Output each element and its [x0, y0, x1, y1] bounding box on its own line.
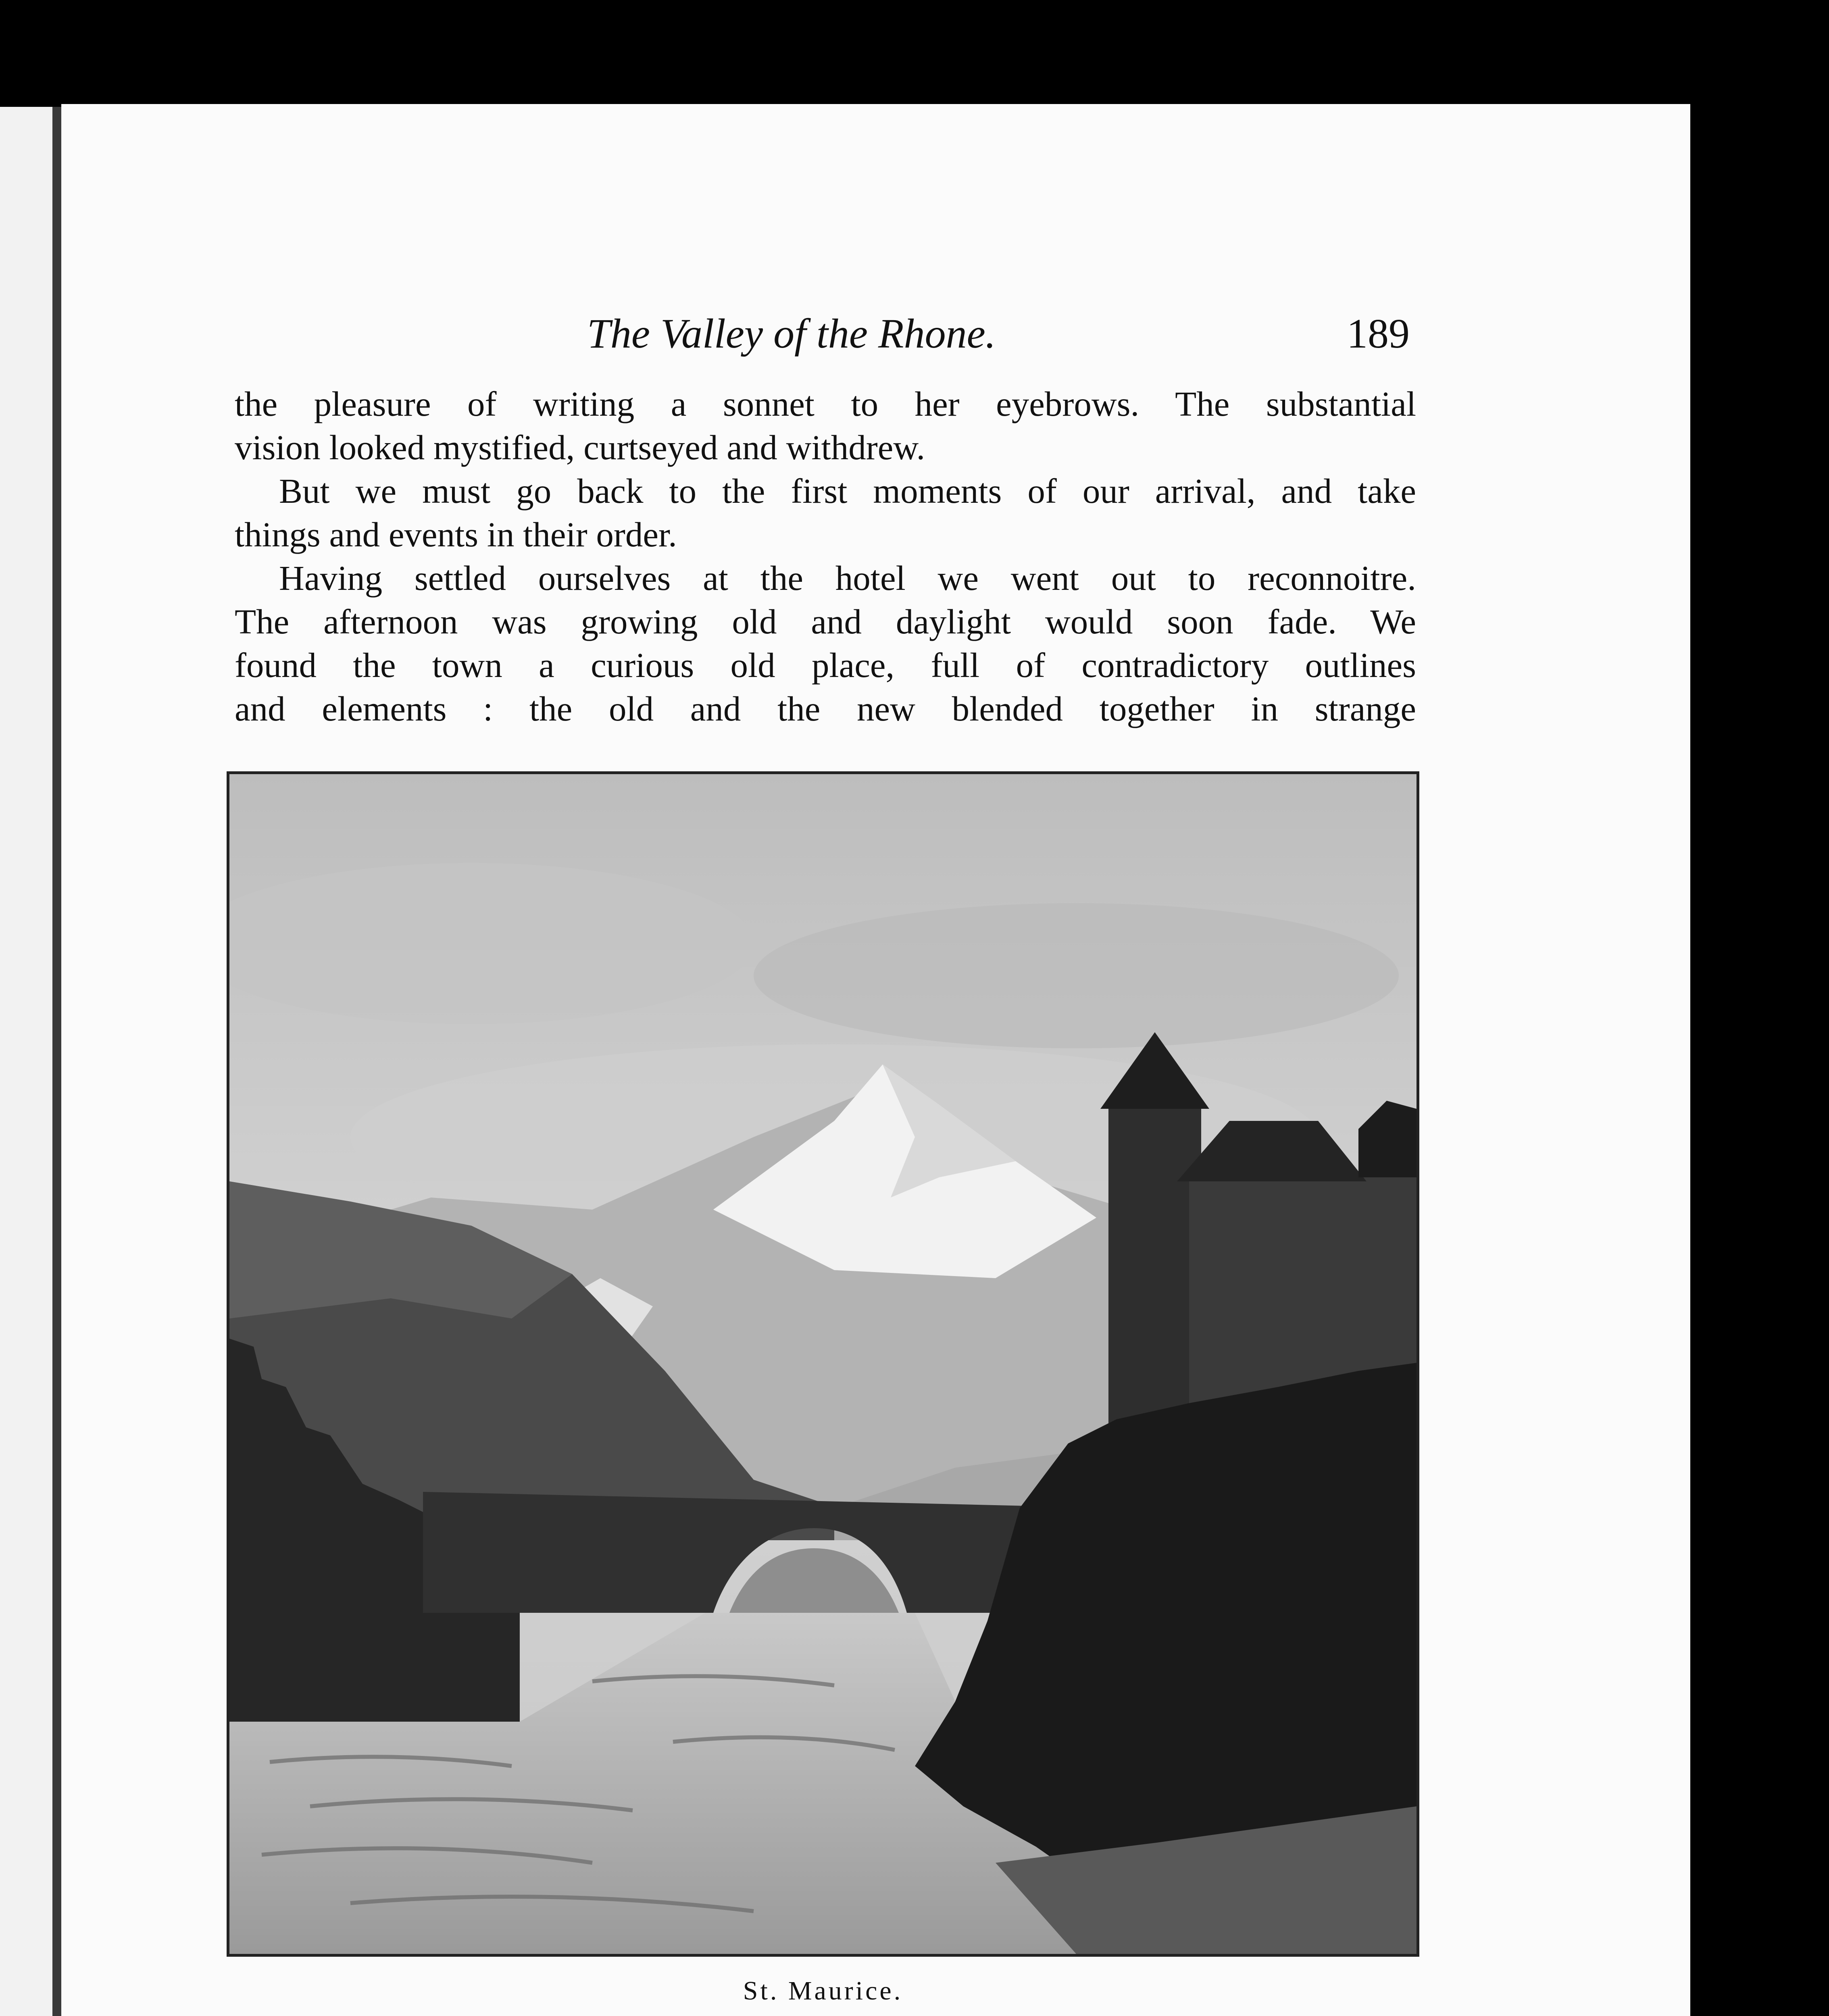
text-line: found the town a curious old place, full of contradictory outlines	[235, 646, 1416, 685]
text-line: Having settled ourselves at the hotel we went out to reconnoitre.	[279, 558, 1416, 598]
text-line: things and events in their order.	[235, 515, 677, 554]
book-page	[61, 104, 1690, 2016]
running-head-title: The Valley of the Rhone.	[587, 310, 996, 357]
engraving-image	[229, 774, 1417, 1954]
text-line: But we must go back to the first moments of our arrival, and take	[279, 471, 1416, 510]
book-gutter	[52, 107, 61, 2016]
figure-caption: St. Maurice.	[743, 1976, 903, 2006]
running-head	[61, 302, 1690, 366]
facing-page-edge	[0, 107, 52, 2016]
page-number: 189	[1347, 310, 1410, 357]
text-line: vision looked mystified, curtseyed and withdrew.	[235, 428, 925, 467]
illustration-st-maurice	[227, 771, 1419, 1957]
body-text-top	[235, 382, 1416, 731]
text-line: the pleasure of writing a sonnet to her eyebrows. The substantial	[235, 384, 1416, 423]
text-line: The afternoon was growing old and daylight would soon fade. We	[235, 602, 1416, 641]
text-line: and elements : the old and the new blended together in strange	[235, 689, 1416, 728]
